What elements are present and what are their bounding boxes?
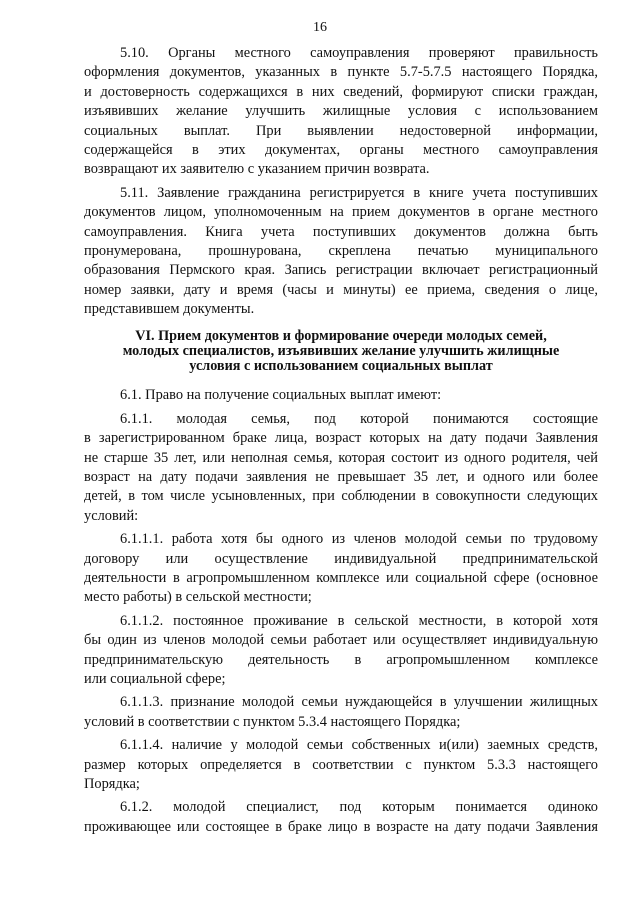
text-line: 6.1.1.2. постоянное проживание в сельской местности, в которой хотя: [120, 612, 598, 629]
text-line: 6.1.1.1. работа хотя бы одного из членов молодой семьи по трудовому: [120, 531, 598, 548]
text-line: 6.1.1.3. признание молодой семьи нуждающейся в улучшении жилищных: [120, 694, 598, 711]
text-line: 6.1.1.4. наличие у молодой семьи собственных и(или) заемных средств,: [120, 737, 598, 754]
text-line: 6.1. Право на получение социальных выплат имеют:: [120, 387, 442, 404]
text-line: размер которых определяется в соответствии с пунктом 5.3.3 настоящего: [84, 756, 598, 773]
paragraph-6-1: [84, 386, 598, 405]
text-line: 5.11. Заявление гражданина регистрируется в книге учета поступивших: [120, 184, 598, 201]
text-line: и достоверность содержащихся в них сведений, формируют списки граждан,: [84, 83, 598, 100]
paragraph-6-1-1-2: [84, 612, 598, 690]
text-line: условий в соответствии с пунктом 5.3.4 настоящего Порядка;: [84, 713, 461, 730]
text-line: в зарегистрированном браке лица, возраст которых на дату подачи Заявления: [84, 430, 598, 447]
text-line: социальных выплат. При выявлении недостоверной информации,: [84, 122, 598, 139]
text-line: образования Пермского края. Запись регистрации включает регистрационный: [84, 262, 598, 279]
text-line: не старше 35 лет, или неполная семья, которая состоит из одного родителя, чей: [84, 449, 598, 466]
text-line: содержащейся в этих документах, органы местного самоуправления: [84, 141, 598, 158]
text-line: 6.1.1. молодая семья, под которой понимаются состоящие: [120, 410, 598, 427]
paragraph-6-1-2: [84, 798, 598, 837]
text-line: изъявивших желание улучшить жилищные условия с использованием: [84, 103, 598, 120]
paragraph-5-11: [84, 184, 598, 320]
text-line: 6.1.2. молодой специалист, под которым понимается одиноко: [120, 799, 598, 816]
text-line: Порядка;: [84, 775, 140, 792]
paragraph-5-10: [84, 44, 598, 180]
paragraph-6-1-1: [84, 410, 598, 526]
text-line: пронумерована, прошнурована, скреплена печатью муниципального: [84, 242, 598, 259]
document-body: [84, 44, 598, 841]
heading-line: условия с использованием социальных выплат: [189, 358, 493, 375]
text-line: документов лицом, уполномоченным на прием документов в органе местного: [84, 204, 598, 221]
text-line: бы один из членов молодой семьи работает или осуществляет индивидуальную: [84, 632, 598, 649]
text-line: возвращают их заявителю с указанием причин возврата.: [84, 161, 430, 178]
text-line: проживающее или состоящее в браке лицо в возрасте на дату подачи Заявления: [84, 818, 598, 835]
text-line: договору или осуществление индивидуальной предпринимательской: [84, 550, 598, 567]
text-line: место работы) в сельской местности;: [84, 589, 312, 606]
page-number: 16: [313, 20, 327, 35]
text-line: номер заявки, дату и время (часы и минуты) ее приема, сведения о лице,: [84, 281, 598, 298]
paragraph-6-1-1-4: [84, 736, 598, 794]
text-line: детей, в том числе усыновленных, при соблюдении в совокупности следующих: [84, 488, 598, 505]
section-heading: [84, 329, 598, 374]
paragraph-6-1-1-1: [84, 530, 598, 608]
text-line: условий:: [84, 507, 139, 524]
text-line: или социальной сфере;: [84, 670, 226, 687]
text-line: представившем документы.: [84, 301, 255, 318]
text-line: предпринимательскую деятельность в агропромышленном комплексе: [84, 651, 598, 668]
heading-line: VI. Прием документов и формирование очереди молодых семей,: [135, 328, 547, 345]
paragraph-6-1-1-3: [84, 693, 598, 732]
text-line: самоуправления. Книга учета поступивших документов должна быть: [84, 223, 598, 240]
text-line: возраст на дату подачи заявления не превышает 35 лет, и одного или более: [84, 469, 598, 486]
heading-line: молодых специалистов, изъявивших желание улучшить жилищные: [122, 343, 560, 360]
text-line: деятельности в агропромышленном комплексе или социальной сфере (основное: [84, 569, 598, 586]
text-line: оформления документов, указанных в пункте 5.7-5.7.5 настоящего Порядка,: [84, 64, 598, 81]
text-line: 5.10. Органы местного самоуправления проверяют правильность: [120, 45, 598, 61]
